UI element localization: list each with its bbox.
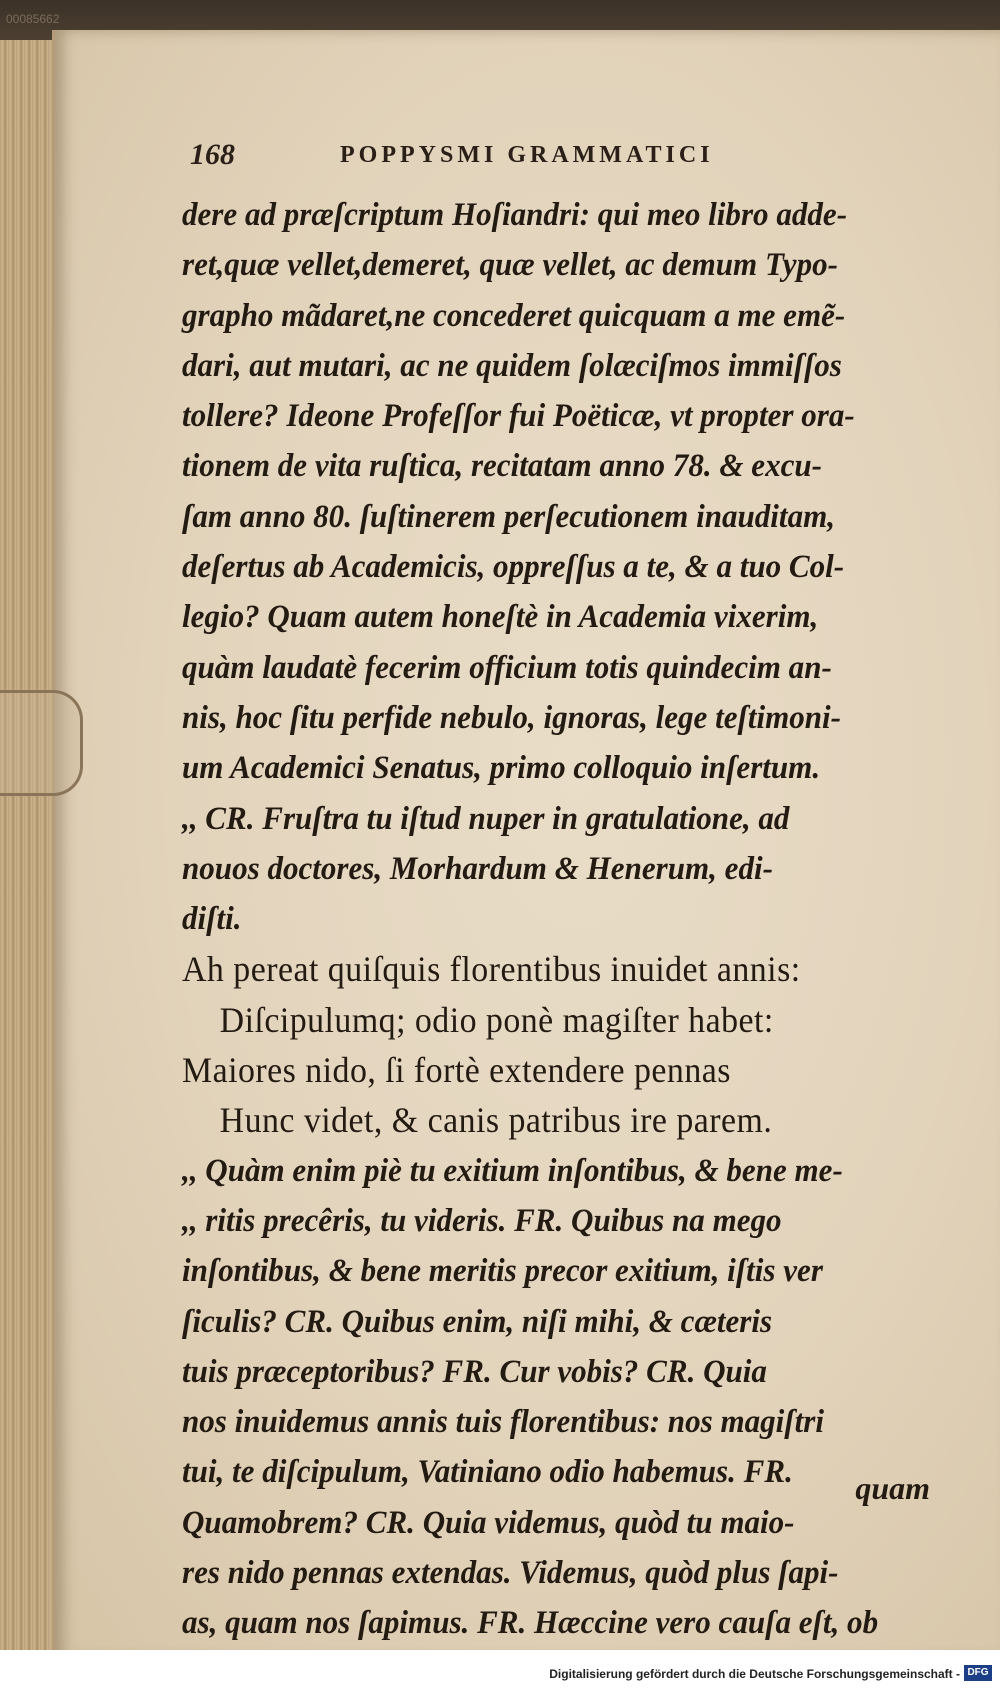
text-line: tollere? Ideone Profeſſor fui Poëticæ, vt propter ora- xyxy=(182,398,855,435)
text-line: tionem de vita ruſtica, recitatam anno 78. & excu- xyxy=(182,448,823,485)
verse-line: Diſcipulumq; odio ponè magiſter habet: xyxy=(219,999,774,1040)
dfg-logo: DFG xyxy=(964,1665,992,1681)
text-line: ſam anno 80. ſuſtinerem perſecutionem inauditam, xyxy=(182,498,836,535)
page-clip xyxy=(0,690,83,796)
text-line: dari, aut mutari, ac ne quidem ſolæciſmos immiſſos xyxy=(182,347,842,384)
text-line: deſertus ab Academicis, oppreſſus a te, & a tuo Col- xyxy=(182,549,845,586)
text-line: quàm laudatè fecerim officium totis quindecim an- xyxy=(182,649,832,686)
running-head: POPPYSMI GRAMMATICI xyxy=(340,142,714,168)
catchword: quam xyxy=(855,1470,930,1506)
text-line: ſiculis? CR. Quibus enim, niſi mihi, & cæteris xyxy=(182,1303,773,1340)
text-line: ,, CR. Fruſtra tu iſtud nuper in gratulatione, ad xyxy=(182,800,790,837)
text-line: nis, hoc ſitu perfide nebulo, ignoras, lege teſtimoni- xyxy=(182,699,842,736)
text-line: nouos doctores, Morhardum & Henerum, edi- xyxy=(182,850,773,887)
text-line: tui, te diſcipulum, Vatiniano odio habemus. FR. xyxy=(182,1454,793,1491)
text-line: Quamobrem? CR. Quia videmus, quòd tu maio- xyxy=(182,1504,795,1541)
text-line: grapho mãdaret,ne concederet quicquam a me emẽ- xyxy=(182,297,846,334)
verse-line: Hunc videt, & canis patribus ire parem. xyxy=(219,1100,773,1141)
attribution-text: Digitalisierung gefördert durch die Deutsche Forschungsgemeinschaft - xyxy=(549,1667,960,1681)
text-line: as, quam nos ſapimus. FR. Hæccine vero cauſa eſt, ob xyxy=(182,1605,879,1642)
body-text xyxy=(182,190,942,1649)
verse-line: Ah pereat quiſquis florentibus inuidet annis: xyxy=(182,949,801,990)
text-line: ,, Quàm enim piè tu exitium inſontibus, & bene me- xyxy=(182,1152,843,1189)
text-line: legio? Quam autem honeſtè in Academia vixerim, xyxy=(182,599,819,636)
text-line: res nido pennas extendas. Videmus, quòd plus ſapi- xyxy=(182,1555,839,1592)
text-line: diſti. xyxy=(182,901,242,938)
text-line: um Academici Senatus, primo colloquio inſertum. xyxy=(182,750,821,787)
scan-reference-number: 00085662 xyxy=(6,12,60,26)
text-line: ,, ritis precêris, tu videris. FR. Quibus na mego xyxy=(182,1202,782,1239)
text-line: ret,quæ vellet,demeret, quæ vellet, ac demum Typo- xyxy=(182,247,838,284)
text-line: tuis præceptoribus? FR. Cur vobis? CR. Quia xyxy=(182,1353,767,1390)
text-line: nos inuidemus annis tuis florentibus: nos magiſtri xyxy=(182,1404,824,1441)
text-line: dere ad præſcriptum Hoſiandri: qui meo libro adde- xyxy=(182,197,848,233)
page-number: 168 xyxy=(190,138,235,171)
page-header xyxy=(190,138,850,178)
text-line: inſontibus, & bene meritis precor exitium, iſtis ver xyxy=(182,1253,823,1290)
verse-line: Maiores nido, ſi fortè extendere pennas xyxy=(182,1050,731,1091)
